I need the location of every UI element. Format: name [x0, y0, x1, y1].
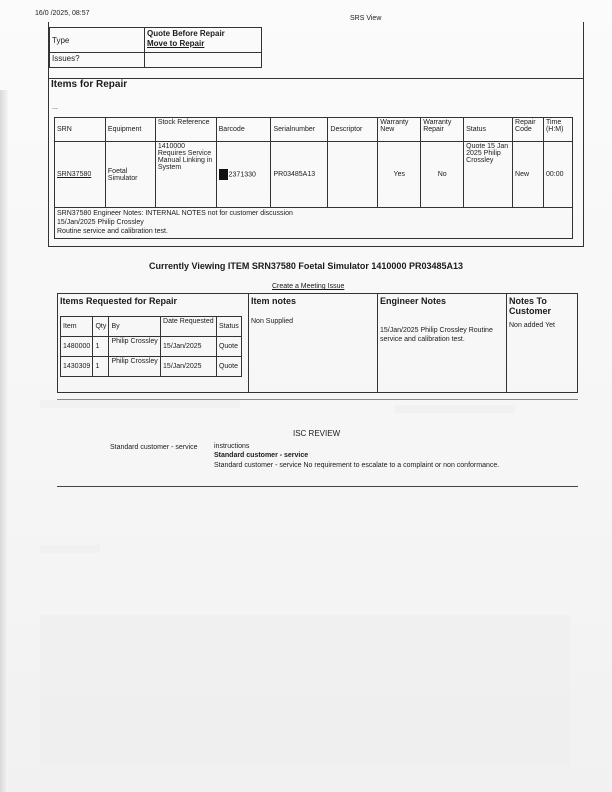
item-notes-title: Item notes — [251, 296, 297, 306]
requested-cell — [58, 294, 249, 393]
req-col-header: Status — [216, 317, 241, 337]
create-meeting-issue-link[interactable]: Create a Meeting Issue — [272, 283, 345, 290]
items-ellipsis: ... — [52, 104, 58, 111]
type-table — [49, 27, 262, 68]
requested-title: Items Requested for Repair — [60, 296, 178, 306]
srn-link[interactable]: SRN37580 — [55, 142, 106, 208]
item-notes-value: Non Supplied — [251, 318, 294, 325]
col-header: Equipment — [105, 118, 155, 142]
engineer-notes-row — [55, 208, 573, 239]
ghost-block — [40, 545, 100, 553]
req-col-header: Item — [61, 317, 93, 337]
req-qty-cell: 1 — [93, 337, 109, 357]
engineer-notes-value: 15/Jan/2025 Philip Crossley Routine service and calibration test. — [380, 327, 493, 343]
serial-cell: PR03485A13 — [271, 142, 328, 208]
ghost-block — [40, 615, 570, 765]
items-repair-table — [54, 117, 573, 239]
req-by-cell: Philip Crossley — [109, 357, 161, 377]
warranty-repair-cell: No — [421, 142, 464, 208]
col-header: Time (H:M) — [543, 118, 572, 142]
col-header: Serialnumber — [271, 118, 328, 142]
req-col-header: By — [109, 317, 161, 337]
isc-left: Standard customer - service — [110, 444, 198, 451]
isc-heading: Standard customer - service — [214, 452, 309, 459]
customer-notes-title: Notes To Customer — [509, 296, 552, 316]
req-date-cell: 15/Jan/2025 — [161, 357, 217, 377]
isc-review-title: ISC REVIEW — [293, 429, 341, 438]
req-by-cell: Philip Crossley — [109, 337, 161, 357]
scan-shadow — [0, 90, 8, 792]
col-header: Descriptor — [328, 118, 378, 142]
barcode-icon — [219, 169, 228, 180]
engineer-notes-cell — [378, 294, 507, 393]
type-value — [145, 28, 262, 53]
col-header: Status — [464, 118, 513, 142]
col-header: Repair Code — [513, 118, 544, 142]
move-to-repair-link[interactable]: Move to Repair — [147, 39, 205, 48]
type-value-quote: Quote Before Repair — [147, 29, 225, 38]
req-date-cell: 15/Jan/2025 — [161, 337, 217, 357]
req-item-cell: 1480000 — [61, 337, 93, 357]
currently-viewing: Currently Viewing ITEM SRN37580 Foetal Simulator 1410000 PR03485A13 — [149, 261, 463, 271]
print-datetime: 16/0 /2025, 08:57 — [35, 10, 90, 17]
notes-line-3: Routine service and calibration test. — [57, 228, 168, 235]
req-status-cell: Quote — [216, 357, 241, 377]
item-notes-cell — [249, 294, 378, 393]
barcode-cell — [216, 142, 271, 208]
isc-instructions: instructions — [214, 443, 250, 450]
ghost-block — [395, 405, 515, 413]
equipment-cell: Foetal Simulator — [105, 142, 155, 208]
time-cell: 00:00 — [543, 142, 572, 208]
customer-notes-value: Non added Yet — [509, 322, 555, 329]
col-header: Barcode — [216, 118, 271, 142]
divider — [57, 486, 578, 487]
engineer-notes-title: Engineer Notes — [380, 296, 447, 306]
issues-value — [145, 53, 262, 68]
req-qty-cell: 1 — [93, 357, 109, 377]
items-for-repair-title: Items for Repair — [51, 79, 128, 90]
warranty-new-cell: Yes — [378, 142, 421, 208]
status-cell: Quote 15 Jan 2025 Philip Crossley — [464, 142, 513, 208]
ghost-block — [40, 400, 240, 408]
barcode-value: 2371330 — [228, 171, 256, 179]
req-status-cell: Quote — [216, 337, 241, 357]
req-item-cell: 1430309 — [61, 357, 93, 377]
repair-code-cell: New — [513, 142, 544, 208]
issues-label: Issues? — [50, 53, 145, 68]
divider — [57, 399, 578, 400]
isc-body: Standard customer - service No requirement to escalate to a complaint or non conformance. — [214, 462, 500, 469]
notes-line-2: 15/Jan/2025 Philip Crossley — [57, 219, 144, 226]
requested-section-table — [57, 293, 578, 393]
col-header: SRN — [55, 118, 106, 142]
stock-ref-cell: 1410000 Requires Service Manual Linking in System — [155, 142, 216, 208]
page-title: SRS View — [350, 15, 382, 22]
col-header: Warranty Repair — [421, 118, 464, 142]
frame-line — [583, 22, 584, 78]
requested-items-table — [60, 316, 242, 377]
col-header: Warranty New — [378, 118, 421, 142]
customer-notes-cell — [507, 294, 578, 393]
type-label: Type — [50, 28, 145, 53]
descriptor-cell — [328, 142, 378, 208]
req-col-header: Qty — [93, 317, 109, 337]
notes-line-1: SRN37580 Engineer Notes: INTERNAL NOTES not for customer discussion — [57, 210, 293, 217]
col-header: Stock Reference — [155, 118, 216, 142]
req-col-header: Date Requested — [161, 317, 217, 337]
